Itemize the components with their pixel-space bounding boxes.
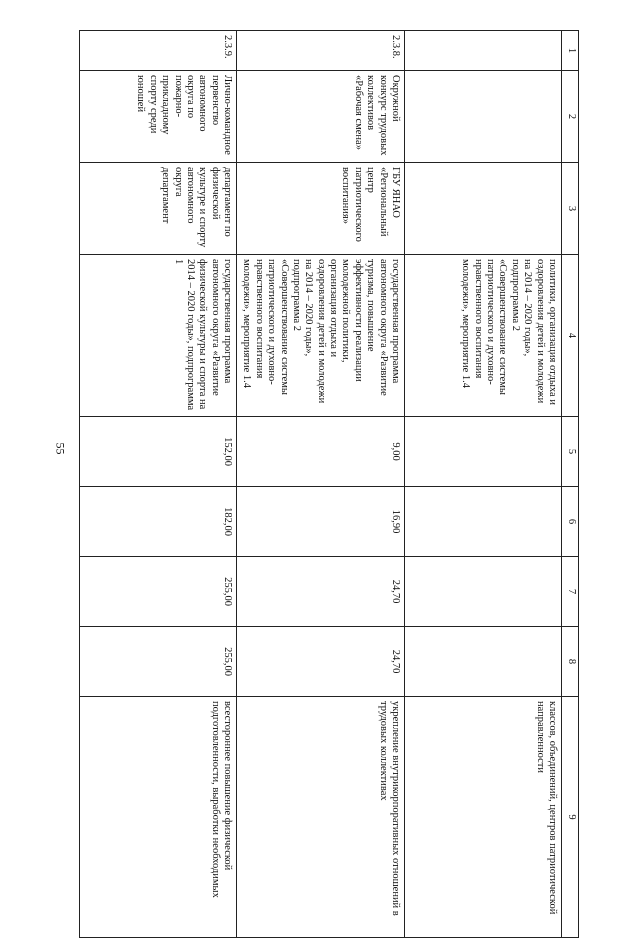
executor: ГБУ ЯНАО «Региональный центр патриотического воспитания» (237, 163, 405, 255)
funding-source: государственная программа автономного округа «Развитие туризма, повышение эффективности реализации молодежной политики, организация отдыха и оздоровления детей и молодежи на 2014 – 2020 годы», подпрограмма 2 «Совершенствование системы патриотического и духовно-нравственного воспитания молодежи», мероприятие 1.4 (237, 255, 405, 417)
value-col-6: 16,90 (237, 487, 405, 557)
value-col-8: 255,00 (80, 627, 237, 697)
executor: департамент по физической культуре и спорту автономного округа департамент (80, 163, 237, 255)
value-col-6: 182,00 (80, 487, 237, 557)
value-col-5: 152,00 (80, 417, 237, 487)
header-col-7: 7 (562, 557, 579, 627)
value-col-8: 24,70 (237, 627, 405, 697)
row-number: 2.3.9. (80, 31, 237, 71)
funding-source: государственная программа автономного округа «Развитие физической культуры и спорта на 2014 – 2020 годы», подпрограмма 1 (80, 255, 237, 417)
page-number: 55 (53, 442, 68, 455)
header-col-6: 6 (562, 487, 579, 557)
funding-source: политики, организация отдыха и оздоровления детей и молодежи на 2014 – 2020 годы», подпрограмма 2 «Совершенствование системы патриотического и духовно-нравственного воспитания молодежи», мероприятие 1.4 (405, 255, 562, 417)
expected-result: всестороннее повышение физической подготовленности, выработки необходимых (80, 697, 237, 938)
event-name: Лично-командное первенство автономного округа по пожарно-прикладному спорту среди юношей (80, 71, 237, 163)
table-row (80, 31, 237, 938)
value-col-8 (405, 627, 562, 697)
value-col-5: 9,00 (237, 417, 405, 487)
rotated-table-wrapper (81, 30, 579, 916)
value-col-6 (405, 487, 562, 557)
event-name: Окружной конкурс трудовых коллективов «Рабочая смена» (237, 71, 405, 163)
expected-result: укрепление внутрикорпоративных отношений в трудовых коллективах (237, 697, 405, 938)
header-col-9: 9 (562, 697, 579, 938)
value-col-7 (405, 557, 562, 627)
event-name (405, 71, 562, 163)
table-row (405, 31, 562, 938)
expected-result: классов, объединений, центров патриотической направленности (405, 697, 562, 938)
value-col-5 (405, 417, 562, 487)
program-events-table (79, 30, 579, 938)
header-col-8: 8 (562, 627, 579, 697)
header-col-3: 3 (562, 163, 579, 255)
header-col-4: 4 (562, 255, 579, 417)
header-col-1: 1 (562, 31, 579, 71)
value-col-7: 24,70 (237, 557, 405, 627)
executor (405, 163, 562, 255)
column-number-header-row (562, 31, 579, 938)
header-col-2: 2 (562, 71, 579, 163)
table-row (237, 31, 405, 938)
value-col-7: 255,00 (80, 557, 237, 627)
row-number: 2.3.8. (237, 31, 405, 71)
row-number (405, 31, 562, 71)
header-col-5: 5 (562, 417, 579, 487)
